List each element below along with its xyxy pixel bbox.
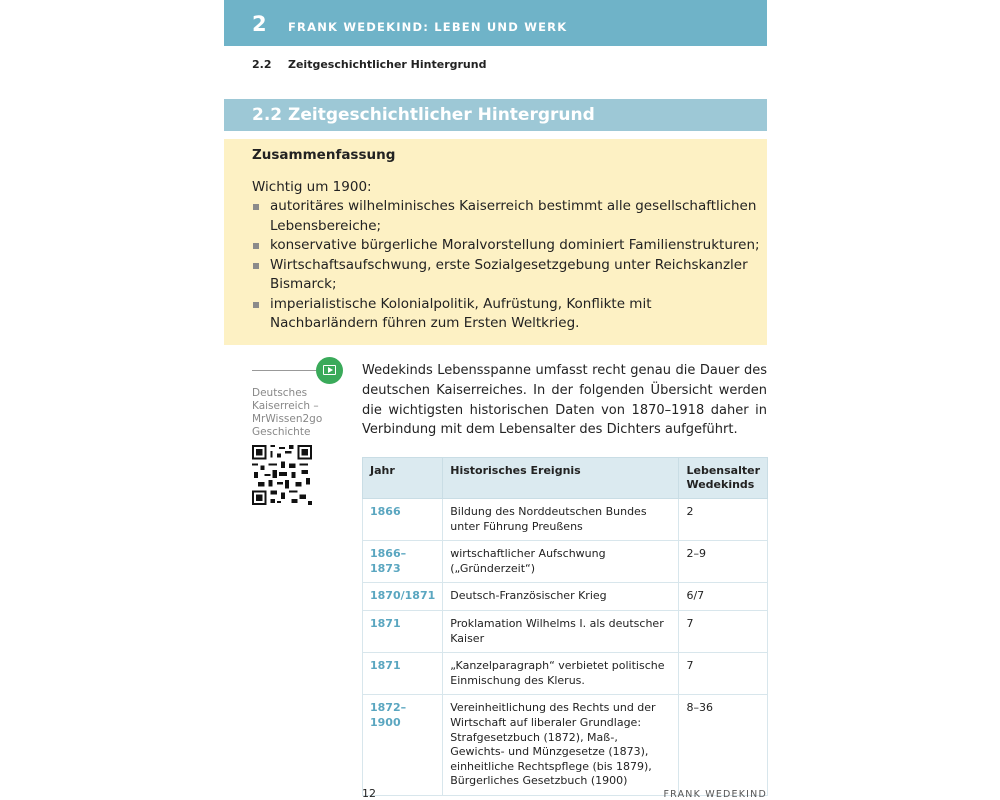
footer-author: FRANK WEDEKIND [663, 789, 767, 800]
column-header-age [679, 458, 768, 499]
list-item [252, 236, 762, 256]
media-divider [252, 370, 316, 371]
running-section-title: Zeitgeschichtlicher Hintergrund [288, 58, 487, 71]
summary-box [224, 139, 767, 345]
cell-year: 1871 [363, 610, 443, 652]
cell-event: Deutsch-Französischer Krieg [443, 583, 679, 611]
cell-year: 1871 [363, 653, 443, 695]
square-bullet-icon [253, 302, 259, 308]
cell-age: 2 [679, 499, 768, 541]
running-section-number: 2.2 [252, 58, 272, 71]
cell-event: Bildung des Norddeutschen Bundes unter Führung Preußens [443, 499, 679, 541]
square-bullet-icon [253, 204, 259, 210]
cell-year: 1866–1873 [363, 541, 443, 583]
cell-event: Vereinheitlichung des Rechts und der Wirtschaft auf liberaler Grundlage: Strafgesetzbuch (1872), Maß-, Gewichts- und Münzgesetze (1873), einheitliche Rechtspflege (bis 1879), Bürgerliches Gesetzbuch (1900) [443, 695, 679, 796]
history-table [362, 457, 768, 796]
page-number: 12 [362, 787, 376, 800]
column-header-age-line: Wedekinds [686, 478, 755, 491]
cell-age: 7 [679, 610, 768, 652]
list-item-text: autoritäres wilhelminisches Kaiserreich bestimmt alle gesellschaftlichen Lebensbereiche; [270, 198, 757, 234]
summary-intro: Wichtig um 1900: [252, 179, 372, 195]
cell-event: wirtschaftlicher Aufschwung („Gründerzeit“) [443, 541, 679, 583]
summary-list [252, 197, 762, 334]
section-header-bar [224, 99, 767, 131]
list-item-text: Wirtschaftsaufschwung, erste Sozialgesetzgebung unter Reichskanzler Bismarck; [270, 256, 748, 292]
play-triangle-icon [328, 367, 333, 373]
list-item-text: imperialistische Kolonialpolitik, Aufrüstung, Konflikte mit Nachbarländern führen zum Ersten Weltkrieg. [270, 295, 652, 331]
running-head [252, 58, 486, 71]
table-header-row [363, 458, 768, 499]
column-header-age-line: Lebensalter [686, 464, 760, 477]
list-item [252, 256, 762, 295]
chapter-header-bar [224, 0, 767, 46]
list-item [252, 197, 762, 236]
cell-event: Proklamation Wilhelms I. als deutscher Kaiser [443, 610, 679, 652]
media-caption-line: Kaiserreich – [252, 400, 319, 412]
video-play-icon[interactable] [316, 357, 343, 384]
summary-heading: Zusammenfassung [252, 147, 396, 163]
chapter-number: 2 [252, 12, 267, 36]
section-title: 2.2 Zeitgeschichtlicher Hintergrund [252, 105, 595, 125]
column-header-event: Historisches Ereignis [443, 458, 679, 499]
table-row [363, 653, 768, 695]
table-row [363, 610, 768, 652]
cell-year: 1866 [363, 499, 443, 541]
qr-code-icon[interactable] [252, 445, 312, 505]
cell-age: 8–36 [679, 695, 768, 796]
table-row [363, 499, 768, 541]
media-caption-line: Geschichte [252, 426, 311, 438]
media-caption-line: MrWissen2go [252, 413, 323, 425]
media-caption [252, 387, 332, 439]
cell-year: 1870/1871 [363, 583, 443, 611]
cell-year: 1872–1900 [363, 695, 443, 796]
body-paragraph: Wedekinds Lebensspanne umfasst recht genau die Dauer des deutschen Kaiserreiches. In der folgenden Übersicht werden die wichtigsten historischen Daten von 1870–1918 daher in Verbindung mit dem Lebensalter des Dichters aufgeführt. [362, 363, 767, 438]
square-bullet-icon [253, 263, 259, 269]
cell-age: 6/7 [679, 583, 768, 611]
cell-event: „Kanzelparagraph“ verbietet politische Einmischung des Klerus. [443, 653, 679, 695]
chapter-title: FRANK WEDEKIND: LEBEN UND WERK [288, 20, 568, 34]
square-bullet-icon [253, 243, 259, 249]
column-header-year: Jahr [363, 458, 443, 499]
media-caption-line: Deutsches [252, 387, 308, 399]
cell-age: 7 [679, 653, 768, 695]
table-row [363, 583, 768, 611]
table-row [363, 695, 768, 796]
cell-age: 2–9 [679, 541, 768, 583]
table-row [363, 541, 768, 583]
list-item [252, 295, 762, 334]
list-item-text: konservative bürgerliche Moralvorstellung dominiert Familienstrukturen; [270, 237, 760, 253]
